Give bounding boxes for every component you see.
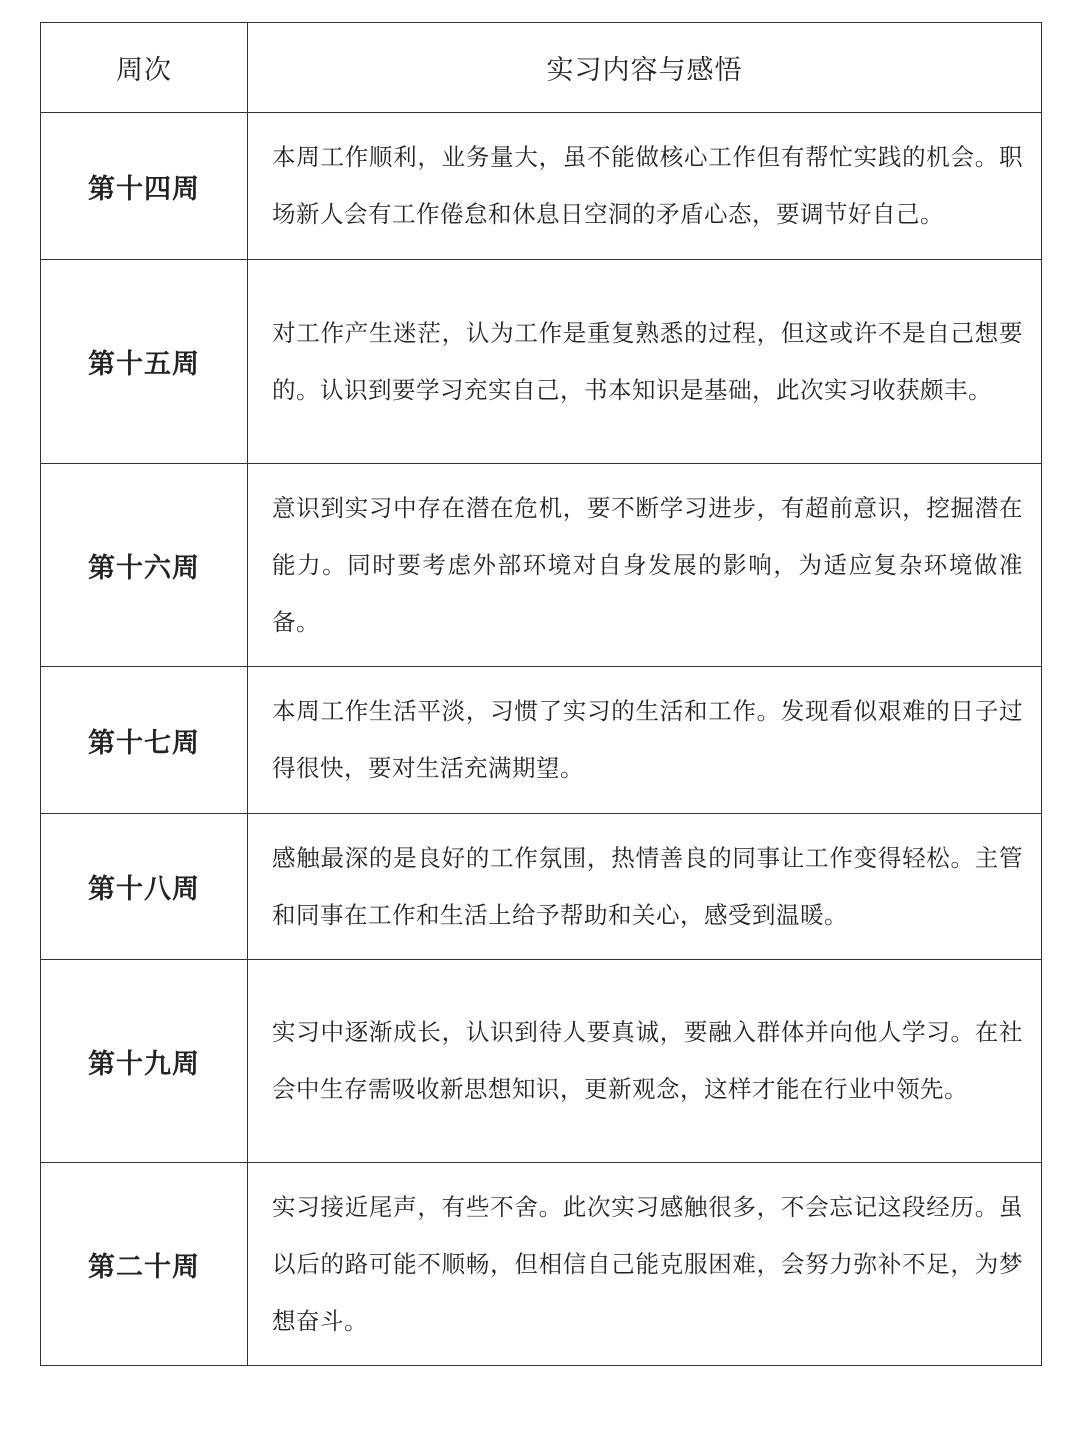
week-content: 感触最深的是良好的工作氛围，热情善良的同事让工作变得轻松。主管和同事在工作和生活上给予帮助和关心，感受到温暖。 — [248, 814, 1042, 960]
table-row — [41, 113, 1042, 260]
table-row — [41, 1163, 1042, 1366]
week-content: 本周工作生活平淡，习惯了实习的生活和工作。发现看似艰难的日子过得很快，要对生活充满期望。 — [248, 667, 1042, 814]
table-header-row — [41, 23, 1042, 113]
week-label: 第十六周 — [41, 464, 248, 667]
internship-table — [40, 22, 1042, 1366]
week-content: 意识到实习中存在潜在危机，要不断学习进步，有超前意识，挖掘潜在能力。同时要考虑外部环境对自身发展的影响，为适应复杂环境做准备。 — [248, 464, 1042, 667]
week-label: 第十五周 — [41, 260, 248, 464]
header-week: 周次 — [41, 23, 248, 113]
week-content: 本周工作顺利，业务量大，虽不能做核心工作但有帮忙实践的机会。职场新人会有工作倦怠和休息日空洞的矛盾心态，要调节好自己。 — [248, 113, 1042, 260]
week-content: 对工作产生迷茫，认为工作是重复熟悉的过程，但这或许不是自己想要的。认识到要学习充实自己，书本知识是基础，此次实习收获颇丰。 — [248, 260, 1042, 464]
week-label: 第十四周 — [41, 113, 248, 260]
header-content: 实习内容与感悟 — [248, 23, 1042, 113]
week-label: 第二十周 — [41, 1163, 248, 1366]
week-label: 第十九周 — [41, 960, 248, 1163]
table-row — [41, 260, 1042, 464]
week-label: 第十七周 — [41, 667, 248, 814]
week-content: 实习接近尾声，有些不舍。此次实习感触很多，不会忘记这段经历。虽以后的路可能不顺畅，但相信自己能克服困难，会努力弥补不足，为梦想奋斗。 — [248, 1163, 1042, 1366]
table-row — [41, 464, 1042, 667]
table-row — [41, 667, 1042, 814]
table-row — [41, 960, 1042, 1163]
table-row — [41, 814, 1042, 960]
week-content: 实习中逐渐成长，认识到待人要真诚，要融入群体并向他人学习。在社会中生存需吸收新思想知识，更新观念，这样才能在行业中领先。 — [248, 960, 1042, 1163]
week-label: 第十八周 — [41, 814, 248, 960]
